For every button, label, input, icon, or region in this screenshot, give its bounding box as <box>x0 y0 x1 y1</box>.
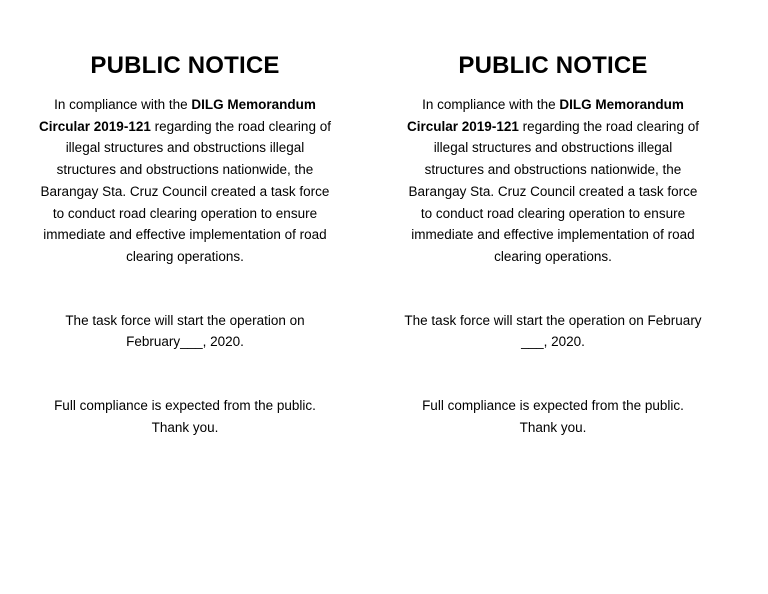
public-notice-left <box>35 52 335 438</box>
public-notice-right <box>403 52 703 438</box>
compliance-text-body: regarding the road clearing of illegal structures and obstructions illegal structures and obstructions nationwide, the Barangay Sta. Cruz Council created a task force to conduct road clearing operation to ensure immediate and effective implementation of road clearing operations. <box>408 118 699 264</box>
compliance-text-lead: In compliance with the <box>54 97 192 112</box>
memorandum-reference: DILG Memorandum Circular 2019-121 <box>407 97 684 134</box>
notice-operation-date-paragraph: The task force will start the operation on February ___, 2020. <box>404 312 702 350</box>
notice-title: PUBLIC NOTICE <box>458 52 648 79</box>
memorandum-reference: DILG Memorandum Circular 2019-121 <box>39 97 316 134</box>
notice-compliance-paragraph <box>403 94 703 268</box>
notice-closing-paragraph: Full compliance is expected from the public. Thank you. <box>54 398 316 435</box>
compliance-text-lead: In compliance with the <box>422 97 560 112</box>
notice-closing-paragraph: Full compliance is expected from the public. Thank you. <box>422 398 684 435</box>
notice-compliance-paragraph <box>35 94 335 268</box>
notice-operation-date-paragraph: The task force will start the operation on February___, 2020. <box>65 312 305 350</box>
notice-title: PUBLIC NOTICE <box>90 52 280 79</box>
compliance-text-body: regarding the road clearing of illegal structures and obstructions illegal structures and obstructions nationwide, the Barangay Sta. Cruz Council created a task force to conduct road clearing operation to ensure immediate and effective implementation of road clearing operations. <box>40 118 331 264</box>
